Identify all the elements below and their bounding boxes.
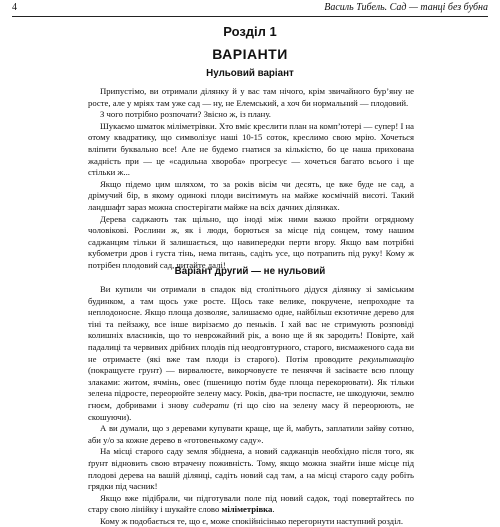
section-body-second-variant [88, 284, 414, 527]
paragraph: Дерева саджають так щільно, що іноді між ними важко пройти огрядному чоловікові. Рослини ж, як і люди, борються за місце під сонцем, тому нашим саджанцям тільки й залишається, що навипередки перти вгору. Якщо вам потрібні кубометри дров і густа тінь, нема питань, садіть усе, що потрапить під руку! Кому ж потрібен плодовий сад, читайте далі! [88, 213, 414, 270]
section-heading-zero-variant: Нульовий варіант [206, 68, 294, 79]
bold-term: міліметрівка [221, 504, 273, 515]
paragraph [88, 493, 414, 516]
paragraph: Припустімо, ви отримали ділянку й у вас там нічого, крім звичайного бур’яну не росте, але у мріях там уже сад — ну, не Елемський, а хоч би нормальний — плодовий. [88, 86, 414, 108]
emphasis-term: рекультивацію [358, 353, 414, 364]
paragraph-text: Якщо вже підібрали, чи підготували поле під новий садок, тоді повертайтесь по стару свою лінійку і шукайте слово [88, 492, 414, 515]
emphasis-term: сидерати [193, 399, 229, 410]
paragraph-text: (покращуєте грунт) — вирвалюєте, викорчовуєте те пеняччя й засіваєте всю площу злаками: житом, ячмінь, овес (пшеницю потім буде площа перекорювати). Як тільки зелена підросте, переорюйте зелену масу. Років, два-три поспасте, не шкодуючи, землю гноєм, добривами і знову [88, 365, 414, 410]
running-title: Василь Тибель. Сад — танці без бубна [324, 2, 488, 13]
paragraph: Шукаємо шматок міліметрівки. Хто вміє креслити план на комп’ютері — супер! І на отому квадратику, що символізує наші 10-15 соток, креслимо свою мрію. Хочеться вліпити буквально все! Але не будемо гнатися за кількістю, бо це наша прихована жадність при — це «садильна хвороба» прогресує — хочеться багато всього і ще стільки ж... [88, 120, 415, 178]
paragraph-text: . [272, 504, 275, 515]
page-header [12, 2, 488, 17]
paragraph-text: (ті що сію на зелену масу й переорюють, не скошуючи). [88, 399, 414, 422]
chapter-title: ВАРІАНТИ [212, 46, 288, 62]
page-number: 4 [12, 2, 17, 13]
paragraph-text: Ви купили чи отримали в спадок від столітнього дідуся ділянку зі заміським будинком, а там щось уже росте. Щось таке велике, покручене, непроходне та неплодоносне. Якщо площа дозволяє, залишаємо одне, найбільш екзотичне дерево для тіні та пейзажу, все інше вирізаємо до пеньків. І хай вас не стримують розповіді колишніх власників, що то неврожайний рік, а воно ще й як зародить! Повірте, хай падалиці та червивих дрібних плодів під неодговтурного, старого, висмаженого сада ви не отримаєте (які вже там плоди із старого). Потім проводите [88, 284, 414, 364]
section-body-zero-variant [88, 86, 414, 272]
paragraph [88, 284, 414, 423]
paragraph: Якщо підемо цим шляхом, то за років вісім чи десять, це вже буде не сад, а дрімучий бір, в якому одинокі плоди висітимуть на майже космічній висоті. Такий ландшафт зараз можна спостерігати майже на всіх дачних ділянках. [88, 178, 414, 212]
paragraph: Кому ж подобається те, що є, може спокійнісінько перегорнути наступний розділ. [100, 515, 404, 526]
section-heading-second-variant: Варіант другий — не нульовий [174, 266, 326, 277]
chapter-label: Розділ 1 [223, 24, 277, 39]
paragraph: А ви думали, що з деревами купувати краще, ще й, мабуть, заплатили зайву сотню, аби у/о за кожне дерево в «готовенькому саду». [88, 423, 414, 445]
paragraph: З чого потрібно розпочати? Звісно ж, із плану. [100, 109, 271, 120]
paragraph: На місці старого саду земля збіднена, а новий саджанців необхідно після того, як ґрунт відновить свою втрачену поживність. Тому, якщо можна знайти інше місце під плодові дерева на вашій ділянці, садіть новий сад там, а на місці старого саду робіть грядки під часник! [88, 446, 414, 492]
